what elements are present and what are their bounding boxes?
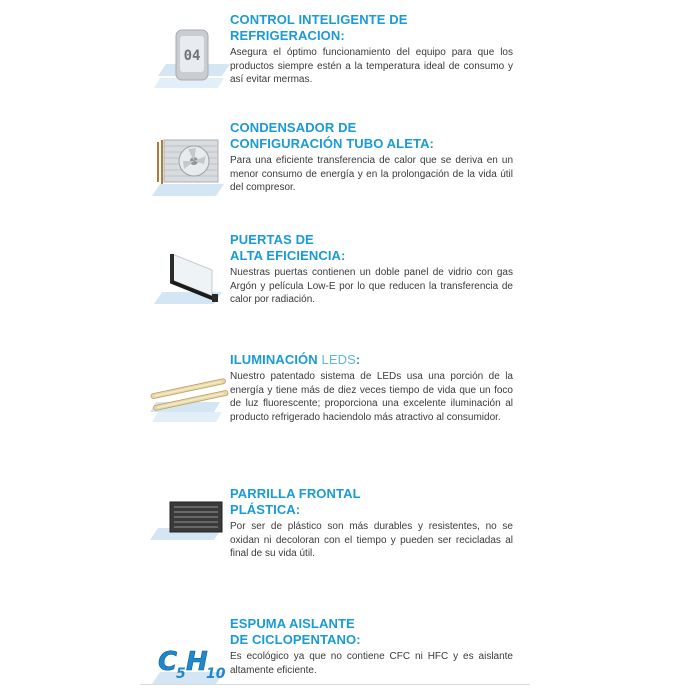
feature-description: Para una eficiente transferencia de calor que se deriva en un menor consumo de energía y en la prolongación de la vida útil del compresor.: [230, 155, 513, 193]
feature-description: Por ser de plástico son más durables y resistentes, no se oxidan ni decoloran con el tiempo y pueden ser recicladas al final de su vida útil.: [230, 521, 513, 559]
feature-title: CONDENSADOR DE CONFIGURACIÓN TUBO ALETA:: [230, 120, 434, 151]
c5h10-formula-icon: [150, 634, 230, 694]
bottom-divider: [140, 684, 530, 685]
feature-title: ILUMINACIÓN LEDS:: [230, 352, 361, 367]
thermostat-display-icon: [150, 28, 230, 88]
front-grille-icon: [150, 496, 230, 556]
glass-door-icon: [150, 246, 230, 306]
svg-text:10: 10: [206, 666, 226, 682]
feature-description: Nuestro patentado sistema de LEDs usa una porción de la energía y tiene más de diez veces tiempo de vida que un foco de luz fluorescente; proporciona una excelente iluminación al producto refrigerado haciendolo más atractivo al consumidor.: [230, 371, 513, 423]
feature-description: Es ecológico ya que no contiene CFC ni HFC y es aislante altamente eficiente.: [230, 651, 513, 676]
svg-text:C: C: [158, 647, 178, 677]
feature-title: PUERTAS DE ALTA EFICIENCIA:: [230, 232, 346, 263]
condenser-fan-icon: [150, 134, 230, 194]
svg-text:H: H: [186, 647, 208, 677]
feature-description: Nuestras puertas contienen un doble panel de vidrio con gas Argón y película Low-E por lo que reducen la transferencia de calor por radiación.: [230, 267, 513, 305]
feature-title: ESPUMA AISLANTE DE CICLOPENTANO:: [230, 616, 361, 647]
led-tubes-icon: [150, 372, 230, 432]
feature-title: PARRILLA FRONTAL PLÁSTICA:: [230, 486, 361, 517]
feature-description: Asegura el óptimo funcionamiento del equipo para que los productos siempre estén a la temperatura ideal de consumo y así evitar mermas.: [230, 47, 513, 85]
svg-text:5: 5: [176, 666, 186, 682]
thermostat-display-text: 04: [183, 48, 201, 64]
feature-title: CONTROL INTELIGENTE DE REFRIGERACION:: [230, 12, 408, 43]
